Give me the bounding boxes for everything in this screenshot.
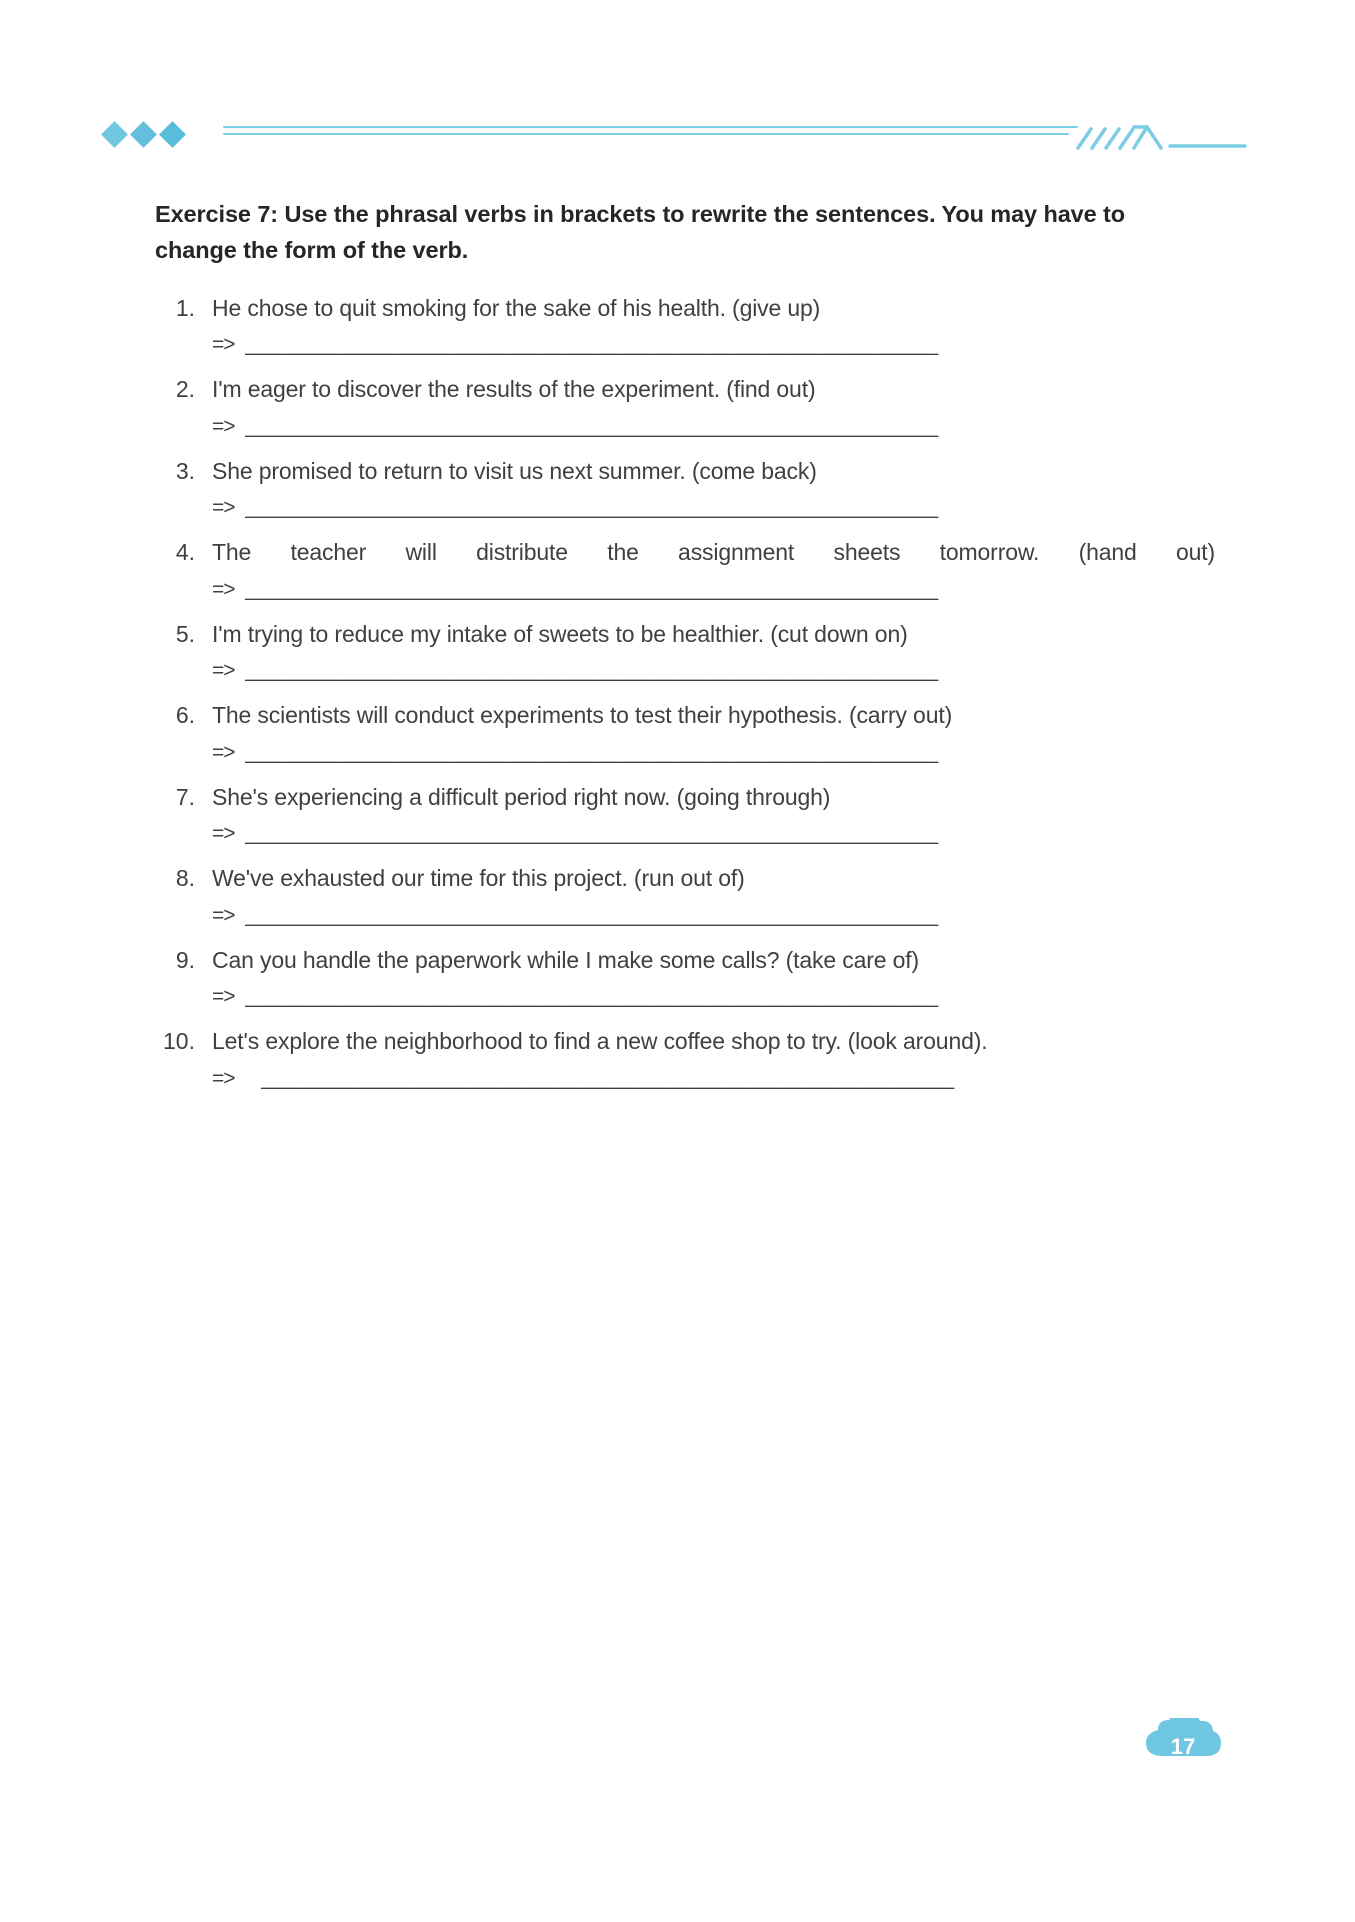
page-number: 17 <box>1170 1734 1196 1759</box>
list-item <box>155 942 1215 1023</box>
item-text: He chose to quit smoking for the sake of his health. (give up) <box>212 295 821 321</box>
answer-blank-line[interactable]: ______________________________________________________________ <box>244 577 938 601</box>
answer-arrow: => <box>212 659 235 683</box>
answer-arrow: => <box>212 985 235 1009</box>
item-number: 8. <box>175 865 195 892</box>
item-number: 3. <box>175 457 195 484</box>
answer-arrow: => <box>212 822 235 846</box>
answer-arrow: => <box>212 903 235 927</box>
list-item <box>155 371 1215 452</box>
exercise-items-list <box>155 290 1215 1105</box>
item-number: 7. <box>175 783 195 810</box>
header-decoration <box>105 118 1250 168</box>
answer-arrow: => <box>212 333 235 357</box>
item-text: I'm trying to reduce my intake of sweets to be healthier. (cut down on) <box>212 620 908 647</box>
answer-arrow: => <box>212 414 235 438</box>
item-text: She promised to return to visit us next summer. (come back) <box>212 457 817 484</box>
answer-row[interactable] <box>212 333 1215 357</box>
answer-blank-line[interactable]: ______________________________________________________________ <box>244 659 938 683</box>
answer-row[interactable] <box>212 496 1215 520</box>
list-item <box>155 290 1215 371</box>
page-number-badge <box>1144 1718 1222 1774</box>
item-text: I'm eager to discover the results of the experiment. (find out) <box>212 376 816 403</box>
item-text: The teacher will distribute the assignment sheets tomorrow. (hand out) <box>212 539 1215 566</box>
item-text: Let's explore the neighborhood to find a new coffee shop to try. (look around). <box>212 1028 988 1055</box>
answer-blank-line[interactable]: ______________________________________________________________ <box>244 903 938 927</box>
diamond-cluster-icon <box>105 125 182 144</box>
item-number: 1. <box>175 295 195 321</box>
answer-row[interactable] <box>212 578 1215 602</box>
answer-blank-line[interactable]: ______________________________________________________________ <box>244 333 938 357</box>
list-item <box>155 697 1215 778</box>
list-item <box>155 453 1215 534</box>
answer-row[interactable] <box>212 741 1215 765</box>
item-text: Can you handle the paperwork while I make some calls? (take care of) <box>212 946 919 973</box>
answer-blank-line[interactable]: ______________________________________________________________ <box>244 740 938 764</box>
diamond-icon <box>159 121 186 148</box>
answer-arrow: => <box>212 740 235 764</box>
answer-row[interactable] <box>212 659 1215 683</box>
list-item <box>155 1023 1215 1104</box>
item-text: She's experiencing a difficult period right now. (going through) <box>212 783 831 810</box>
list-item <box>155 779 1215 860</box>
answer-blank-line[interactable]: ______________________________________________________________ <box>244 822 938 846</box>
answer-blank-line[interactable]: ______________________________________________________________ <box>244 985 938 1009</box>
corner-stripes-icon <box>1075 118 1250 154</box>
answer-arrow: => <box>212 1066 235 1090</box>
answer-row[interactable] <box>212 985 1215 1009</box>
answer-arrow: => <box>212 577 235 601</box>
item-number: 9. <box>175 946 195 973</box>
list-item <box>155 860 1215 941</box>
diamond-icon <box>101 121 128 148</box>
answer-row[interactable] <box>212 415 1215 439</box>
answer-arrow: => <box>212 496 235 520</box>
list-item <box>155 616 1215 697</box>
answer-row[interactable] <box>212 822 1215 846</box>
list-item <box>155 534 1215 615</box>
answer-row[interactable] <box>212 904 1215 928</box>
answer-blank-line[interactable]: ______________________________________________________________ <box>260 1066 954 1090</box>
header-rule-lines <box>223 126 1078 142</box>
item-number: 4. <box>175 539 195 566</box>
item-text: The scientists will conduct experiments to test their hypothesis. (carry out) <box>212 702 953 729</box>
item-number: 6. <box>175 702 195 729</box>
item-number: 5. <box>175 620 195 647</box>
diamond-icon <box>130 121 157 148</box>
item-number: 10. <box>163 1028 195 1055</box>
item-number: 2. <box>175 376 195 403</box>
answer-blank-line[interactable]: ______________________________________________________________ <box>244 496 938 520</box>
answer-blank-line[interactable]: ______________________________________________________________ <box>244 414 938 438</box>
exercise-title: Exercise 7: Use the phrasal verbs in brackets to rewrite the sentences. You may have to change the form of the verb. <box>155 201 1126 263</box>
item-text: We've exhausted our time for this project. (run out of) <box>212 865 745 892</box>
answer-row[interactable] <box>212 1067 1215 1091</box>
